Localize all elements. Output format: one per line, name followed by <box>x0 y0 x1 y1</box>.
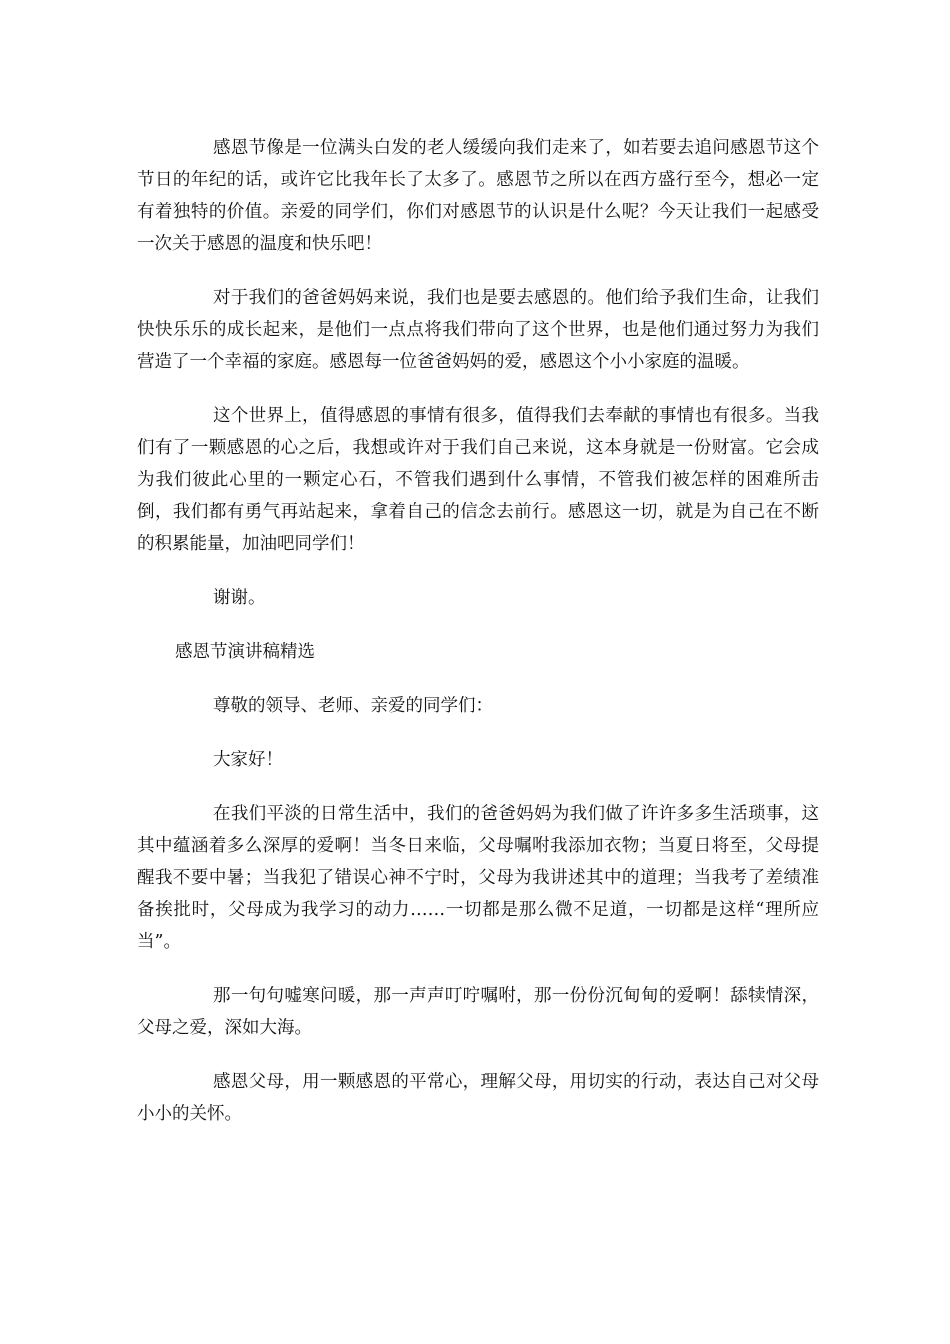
paragraph-thanks: 谢谢。 <box>213 588 266 608</box>
paragraph-daily-life: 在我们平淡的日常生活中，我们的爸爸妈妈为我们做了许许多多生活琐事，这其中蕴涵着多么深厚的爱啊！当冬日来临，父母嘱咐我添加衣物；当夏日将至，父母提醒我不要中暑；当我犯了错误心神不宁时，父母为我讲述其中的道理；当我考了差绩准备挨批时，父母成为我学习的动力……一切都是那么微不足道，一切都是这样“理所应当”。 <box>137 804 819 952</box>
paragraph-gratitude: 感恩父母，用一颗感恩的平常心，理解父母，用切实的行动，表达自己对父母小小的关怀。 <box>137 1072 819 1124</box>
paragraph-care: 那一句句嘘寒问暖，那一声声叮咛嘱咐，那一份份沉甸甸的爱啊！舔犊情深，父母之爱，深如大海。 <box>137 986 819 1038</box>
section-title: 感恩节演讲稿精选 <box>175 642 315 662</box>
paragraph-intro: 感恩节像是一位满头白发的老人缓缓向我们走来了，如若要去追问感恩节这个节日的年纪的话，或许它比我年长了太多了。感恩节之所以在西方盛行至今，想必一定有着独特的价值。亲爱的同学们，你们对感恩节的认识是什么呢？今天让我们一起感受一次关于感恩的温度和快乐吧！ <box>137 138 819 254</box>
paragraph-greeting: 尊敬的领导、老师、亲爱的同学们： <box>213 696 493 716</box>
document-body <box>137 132 819 1152</box>
paragraph-world: 这个世界上，值得感恩的事情有很多，值得我们去奉献的事情也有很多。当我们有了一颗感恩的心之后，我想或许对于我们自己来说，这本身就是一份财富。它会成为我们彼此心里的一颗定心石，不管我们遇到什么事情，不管我们被怎样的困难所击倒，我们都有勇气再站起来，拿着自己的信念去前行。感恩这一切，就是为自己在不断的积累能量，加油吧同学们！ <box>137 406 819 554</box>
paragraph-parents: 对于我们的爸爸妈妈来说，我们也是要去感恩的。他们给予我们生命，让我们快快乐乐的成长起来，是他们一点点将我们带向了这个世界，也是他们通过努力为我们营造了一个幸福的家庭。感恩每一位爸爸妈妈的爱，感恩这个小小家庭的温暖。 <box>137 288 819 372</box>
paragraph-hello: 大家好！ <box>213 750 283 770</box>
